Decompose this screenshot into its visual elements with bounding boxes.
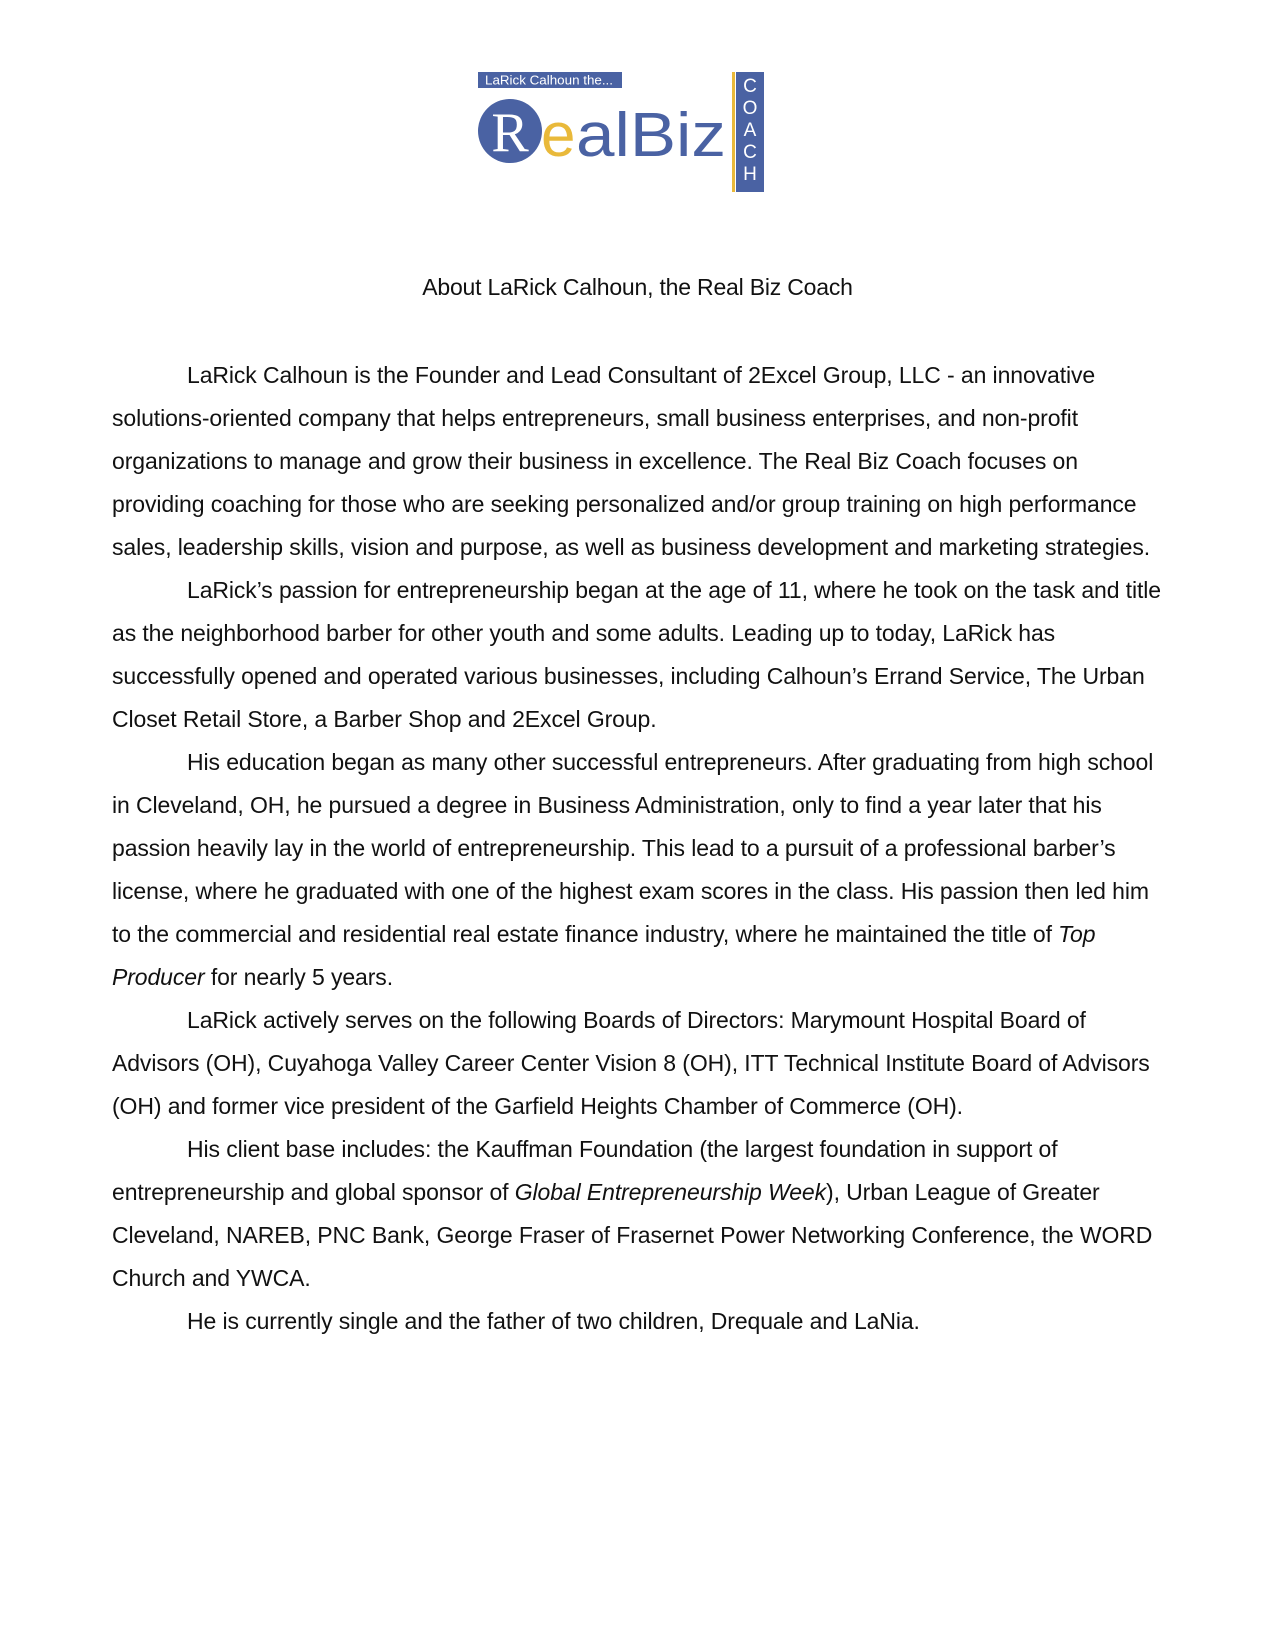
logo-coach-text <box>743 76 758 185</box>
logo-tagline: LaRick Calhoun the... <box>485 73 613 88</box>
paragraph-family <box>112 1300 1172 1343</box>
paragraph-passion <box>112 569 1172 741</box>
top-producer-emphasis: Top Producer <box>112 921 1096 990</box>
global-entrepreneurship-week-emphasis: Global Entrepreneurship Week <box>514 1179 827 1205</box>
paragraph-family-text: He is currently single and the father of two children, Drequale and LaNia. <box>187 1308 920 1334</box>
paragraph-education-text: His education began as many other successful entrepreneurs. After graduating from high school in Cleveland, OH, he pursued a degree in Business Administration, only to find a year later that his passion heavily lay in the world of entrepreneurship. This lead to a pursuit of a professional barber’s license, where he graduated with one of the highest exam scores in the class. His passion then led him to the commercial and residential real estate finance industry, where he maintained the title of <box>112 749 1154 947</box>
paragraph-founder-text: LaRick Calhoun is the Founder and Lead Consultant of 2Excel Group, LLC - an innovative solutions-oriented company that helps entrepreneurs, small business enterprises, and non-profit organizations to manage and grow their business in excellence. The Real Biz Coach focuses on providing coaching for those who are seeking personalized and/or group training on high performance sales, leadership skills, vision and purpose, as well as business development and marketing strategies. <box>112 362 1151 560</box>
logo-e-letter: e <box>541 101 576 170</box>
paragraph-clients-text: His client base includes: the Kauffman Foundation (the largest foundation in support of entrepreneurship and global sponsor of <box>112 1136 1058 1205</box>
logo-divider <box>732 72 735 192</box>
document-title: About LaRick Calhoun, the Real Biz Coach <box>422 274 853 300</box>
logo-coach-letter: O <box>742 98 758 119</box>
paragraph-education-end: for nearly 5 years. <box>204 964 394 990</box>
paragraph-founder <box>112 354 1172 569</box>
logo-coach-letter: C <box>743 142 757 163</box>
logo-coach-letter: C <box>743 76 757 97</box>
paragraph-passion-text: LaRick’s passion for entrepreneurship began at the age of 11, where he took on the task and title as the neighborhood barber for other youth and some adults. Leading up to today, LaRick has successfully opened and operated various businesses, including Calhoun’s Errand Service, The Urban Closet Retail Store, a Barber Shop and 2Excel Group. <box>112 577 1161 732</box>
paragraph-boards <box>112 999 1172 1128</box>
realbiz-coach-logo <box>477 72 807 204</box>
logo-r-letter: R <box>491 102 529 164</box>
paragraph-clients-end: ), Urban League of Greater Cleveland, NAREB, PNC Bank, George Fraser of Frasernet Power Networking Conference, the WORD Church and YWCA. <box>112 1179 1153 1291</box>
paragraph-boards-text: LaRick actively serves on the following Boards of Directors: Marymount Hospital Board of Advisors (OH), Cuyahoga Valley Career Center Vision 8 (OH), ITT Technical Institute Board of Advisors (OH) and former vice president of the Garfield Heights Chamber of Commerce (OH). <box>112 1007 1150 1119</box>
paragraph-clients <box>112 1128 1172 1300</box>
document-body <box>112 354 1172 1343</box>
paragraph-education <box>112 741 1172 999</box>
logo-wordmark: alBiz <box>576 101 726 170</box>
logo-coach-letter: H <box>743 164 757 185</box>
logo-coach-letter: A <box>743 120 757 141</box>
